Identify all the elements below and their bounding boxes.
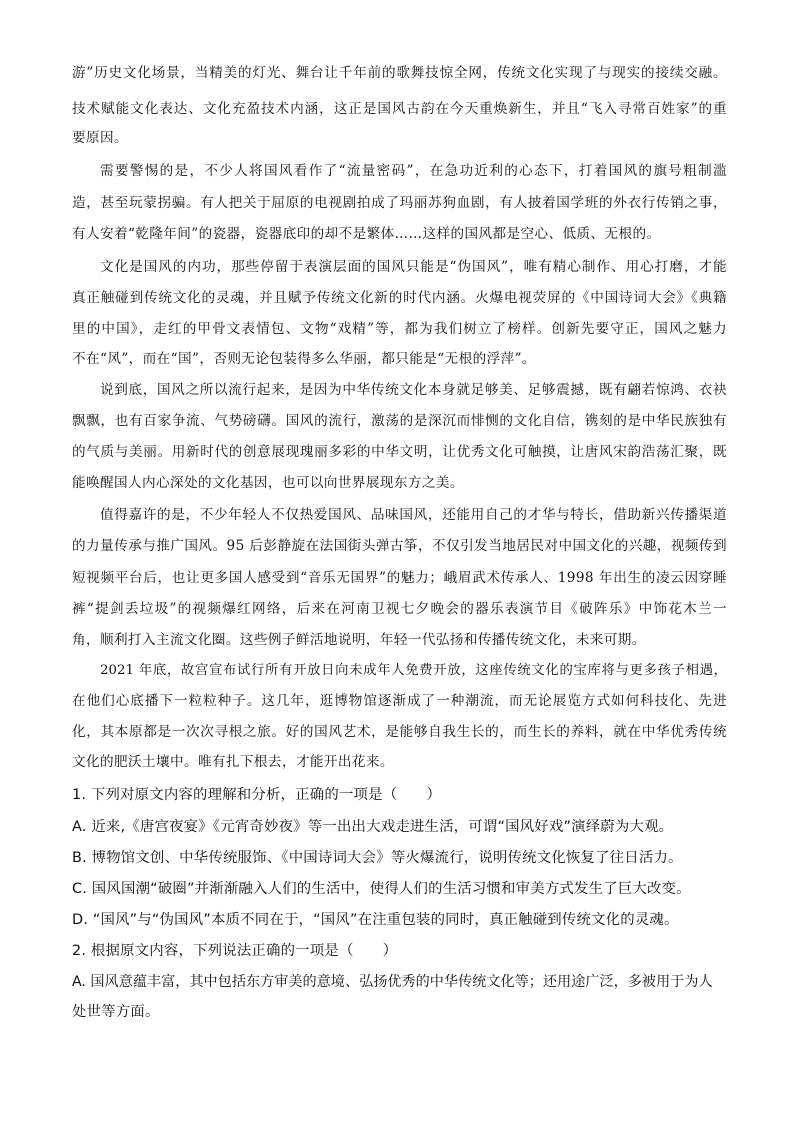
passage-line: 要原因。 xyxy=(72,130,128,146)
passage-line: 在他们心底播下一粒粒种子。这几年，逛博物馆逐渐成了一种潮流，而无论展览方式如何科技化、先进 xyxy=(72,693,727,709)
passage-line: 的力量传承与推广国风。95 后彭静旋在法国街头弹古筝，不仅引发当地居民对中国文化的兴趣，视频传到 xyxy=(72,538,727,554)
question-2-option-a-continued: 处世等方面。 xyxy=(72,1004,160,1020)
passage-line: 游”历史文化场景，当精美的灯光、舞台让千年前的歌舞技惊全网，传统文化实现了与现实的接续交融。 xyxy=(72,65,727,81)
question-2-option-a: A. 国风意蕴丰富，其中包括东方审美的意境、弘扬优秀的中华传统文化等；还用途广泛，多被用于为人 xyxy=(72,974,713,990)
passage-line: 2021 年底，故宫宣布试行所有开放日向未成年人免费开放，这座传统文化的宝库将与更多孩子相遇， xyxy=(100,663,727,678)
question-1-option-a: A. 近来,《唐宫夜宴》《元宵奇妙夜》等一出出大戏走进生活，可谓“国风好戏”演绎蔚为大观。 xyxy=(72,819,674,835)
passage-line: 角，顺利打入主流文化圈。这些例子鲜活地说明，年轻一代弘扬和传播传统文化，未来可期。 xyxy=(72,632,646,648)
passage-line: 说到底，国风之所以流行起来，是因为中华传统文化本身就足够美、足够震撼，既有翩若惊鸿、衣袂 xyxy=(100,382,727,398)
passage-line: 技术赋能文化表达、文化充盈技术内涵，这正是国风古韵在今天重焕新生，并且“飞入寻常百姓家”的重 xyxy=(72,101,727,117)
passage-line: 里的中国》，走红的甲骨文表情包、文物“戏精”等，都为我们树立了榜样。创新先要守正，国风之魅力 xyxy=(72,321,727,337)
passage-line: 裤“提剑丢垃圾”的视频爆红网络，后来在河南卫视七夕晚会的器乐表演节目《破阵乐》中饰花木兰一 xyxy=(72,601,727,617)
passage-line: 能唤醒国人内心深处的文化基因，也可以向世界展现东方之美。 xyxy=(72,475,464,491)
passage-line: 文化的肥沃土壤中。唯有扎下根去，才能开出花来。 xyxy=(72,754,394,770)
passage-line: 不在“风”，而在“国”，否则无论包装得多么华丽，都只能是“无根的浮萍”。 xyxy=(72,351,536,367)
passage-line: 需要警惕的是，不少人将国风看作了“流量密码”，在急功近利的心态下，打着国风的旗号粗制滥 xyxy=(100,163,727,179)
passage-line: 文化是国风的内功，那些停留于表演层面的国风只能是“伪国风”，唯有精心制作、用心打磨，才能 xyxy=(100,259,727,275)
passage-line: 值得嘉许的是，不少年轻人不仅热爱国风、品味国风，还能用自己的才华与特长，借助新兴传播渠道 xyxy=(100,507,727,523)
passage-line: 造，甚至玩蒙拐骗。有人把关于屈原的电视剧拍成了玛丽苏狗血剧，有人披着国学班的外衣行传销之事， xyxy=(72,195,727,211)
question-1-option-c: C. 国风国潮“破圈”并渐渐融入人们的生活中，使得人们的生活习惯和审美方式发生了巨大改变。 xyxy=(72,881,691,897)
passage-line: 的气质与美丽。用新时代的创意展现瑰丽多彩的中华文明，让优秀文化可触摸，让唐风宋韵浩荡汇聚，既 xyxy=(72,444,727,460)
passage-line: 飘飘，也有百家争流、气势磅礴。国风的流行，激荡的是深沉而悱恻的文化自信，镌刻的是中华民族独有 xyxy=(72,413,727,429)
question-1-stem: 1. 下列对原文内容的理解和分析，正确的一项是（ ） xyxy=(72,787,442,803)
passage-line: 化，其本原都是一次次寻根之旅。好的国风艺术，是能够自我生长的，而生长的养料，就在中华优秀传统 xyxy=(72,724,727,740)
passage-line: 有人安着“乾隆年间”的瓷器，瓷器底印的却不是繁体……这样的国风都是空心、低质、无根的。 xyxy=(72,226,661,242)
question-2-stem: 2. 根据原文内容，下列说法正确的一项是（ ） xyxy=(72,943,398,959)
question-1-option-b: B. 博物馆文创、中华传统服饰、《中国诗词大会》等火爆流行，说明传统文化恢复了往日活力。 xyxy=(72,850,683,866)
passage-line: 真正触碰到传统文化的灵魂，并且赋予传统文化新的时代内涵。火爆电视荧屏的《中国诗词大会》《典籍 xyxy=(72,290,727,306)
question-1-option-d: D. “国风”与“伪国风”本质不同在于，“国风”在注重包装的同时，真正触碰到传统文化的灵魂。 xyxy=(72,912,679,928)
passage-line: 短视频平台后，也让更多国人感受到“音乐无国界”的魅力；峨眉武术传承人、1998 年出生的凌云因穿睡 xyxy=(72,570,727,586)
